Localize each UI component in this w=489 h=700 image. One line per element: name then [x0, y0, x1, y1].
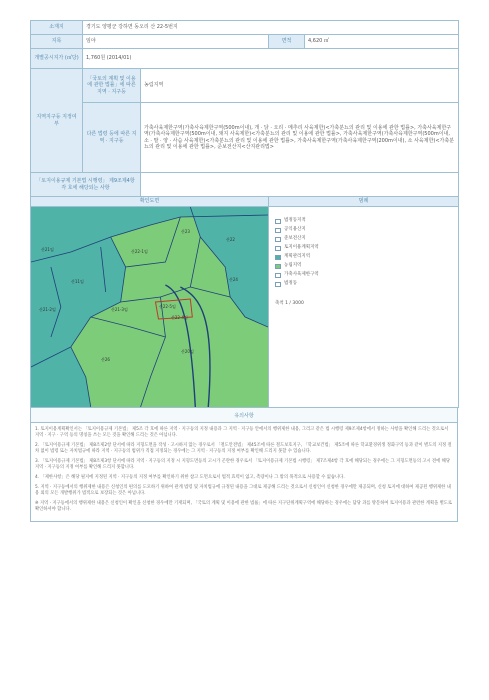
map-label: 산21임: [41, 246, 54, 252]
legend-swatch: [275, 228, 281, 233]
law1-value: 농림지역: [141, 69, 459, 103]
legend-item: 농림지역: [275, 262, 452, 271]
map-label: 산22-5임: [159, 303, 176, 309]
note-item: 3. 「토지이용규제 기본법」 제8조제3항 단서에 따라 지역 · 지구등의 지정 시 지형도면등의 고시가 곤란한 경우로서 「토지이용규제 기본법 시행령」 제7조제4항 각 호에 해당되는 경우에는 그 지형도면등의 고시 전에 해당 지역 · 지구등의 지정 여부를 확인해 드리지 못합니다.: [35, 458, 450, 471]
law2-label: 다른 법령 등에 따른 지역 · 지구등: [83, 103, 141, 173]
note-item: 1. 토지이용계획확인서는 「토지이용규제 기본법」 제5조 각 호에 따른 지역 · 지구등의 지정 내용과 그 지역 · 지구등 안에서의 행위제한 내용, 그리고 같은 법 시행령 제9조제4항에서 정하는 사항을 확인해 드리는 것으로서 지역 · 지구 · 구역 등의 명칭을 쓰는 모든 것을 확인해 드리는 것은 아닙니다.: [35, 426, 449, 439]
note-item: 5. 지역 · 지구등에서의 행위제한 내용은 신청인의 편의를 도모하기 위하여 관계 법령 및 자치법규에 규정된 내용을 그대로 제공해 드리는 것으로서 신청인이 신청한 경우에만 제공되며, 신청 토지에 대하여 제공된 행위제한 내용 외의 모든 개발행위가 법적으로 보장되는 것은 아닙니다.: [35, 484, 451, 497]
note-item: 4. 「제한사항」은 해당 필지에 지정된 지역 · 지구등의 지정 여부를 확인하기 위한 참고 도면으로서 법적 효력이 없고, 측량이나 그 밖의 목적으로 사용할 수 없습니다.: [35, 475, 345, 481]
map-scale: 축척 1 / 3000: [275, 300, 304, 306]
notes-body: [31, 423, 457, 523]
map-label: 산22: [226, 236, 235, 242]
map-title: 확인도면: [31, 197, 269, 207]
legend-item: 법정동지적: [275, 217, 452, 226]
map-label: 산22-4임: [171, 314, 188, 320]
legend-swatch: [275, 237, 281, 242]
legend-swatch: [275, 219, 281, 224]
legend-swatch: [275, 264, 281, 269]
area-value: 4,620 ㎡: [305, 35, 459, 49]
map-label: 산23: [181, 228, 190, 234]
legend-item: 토지이용계획지역: [275, 244, 452, 253]
legend-swatch: [275, 246, 281, 251]
zoning-section-label: 지역지구등 지정여부: [31, 69, 83, 173]
note-item: ※ 지역 · 지구등에서의 행위제한 내용은 신청인이 확인을 신청한 경우에만 기재되며, 「국토의 계획 및 이용에 관한 법률」에 따른 지구단위계획구역에 해당하는 경우에는 담당 과를 방문하여 토지이용과 관련한 계획을 별도로 확인하셔야 합니다.: [35, 500, 453, 513]
note-item: 2. 「토지이용규제 기본법」 제8조제2항 단서에 따라 지형도면을 작성 · 고시하지 않는 경우로서 「철도안전법」 제45조에 따른 철도보호지구, 「학교보건법」 제5조에 따른 학교환경위생 정화구역 등과 같이 별도의 지정 절차 없이 법령 또는 자치법규에 따라 지역 · 지구등의 범위가 직접 지정되는 경우에는 그 지역 · 지구등의 지정 여부를 확인해 드리지 못할 수 있습니다.: [35, 442, 452, 455]
notes-title: 유의사항: [31, 407, 457, 423]
extra-value: [141, 173, 459, 197]
map-area: [31, 206, 269, 407]
legend-item: 법정동: [275, 280, 452, 289]
map-label: 산24: [229, 276, 238, 282]
map-label: 산11임: [71, 278, 84, 284]
law1-label: 「국토의 계획 및 이용에 관한 법률」에 따른 지역 · 지구등: [83, 69, 141, 103]
price-label: 개별공시지가 (㎡당): [31, 49, 83, 69]
legend-panel: [269, 206, 459, 407]
location-label: 소재지: [31, 21, 83, 35]
land-use-plan-certificate: [30, 20, 458, 522]
legend-item: 가축사육제한구역: [275, 271, 452, 280]
legend-title: 범례: [269, 197, 459, 207]
map-label: 산26: [101, 356, 110, 362]
location-value: 경기도 양평군 강하면 동오리 산 22-5번지: [83, 21, 459, 35]
jimok-value: 임야: [83, 35, 269, 49]
jimok-label: 지목: [31, 35, 83, 49]
legend-swatch: [275, 255, 281, 260]
map-label: 산21-2임: [39, 306, 56, 312]
map-label: 산20임: [181, 348, 194, 354]
legend-swatch: [275, 273, 281, 278]
map-label: 산22-1임: [131, 248, 148, 254]
legend-item: 계획관리지역: [275, 253, 452, 262]
price-value: 1,760원 (2014/01): [83, 49, 459, 69]
legend-item: 준보전산지: [275, 235, 452, 244]
info-table: [30, 20, 459, 408]
notes-section: [30, 407, 458, 523]
legend-swatch: [275, 282, 281, 287]
map-label: 산21-3임: [111, 306, 128, 312]
legend-item: 공익용산지: [275, 226, 452, 235]
area-label: 면적: [269, 35, 305, 49]
extra-label: 「토지이용규제 기본법 시행령」 제9조제4항 각 호에 해당되는 사항: [31, 173, 141, 197]
law2-value: 가축사육제한구역(가축사육제한구역(500m이내), 개 · 닭 · 오리 · 메추리 사육제한)<가축분뇨의 관리 및 이용에 관한 법률>, 가축사육제한구역(가축사육제한구역(500m이내, 돼지 사육제한)<가축분뇨의 관리 및 이용에 관한 법률>, 가축사육제한구역(가축사육제한구역(500m이내, 소 · 말 · 양 · 사슴 사육제한)<가축분뇨의 관리 및 이용에 관한 법률>, 가축사육제한구역(가축사육제한구역(200m이내), 소 사육제한)<가축분뇨의 관리 및 이용에 관한 법률>, 준보전산지<산지관리법>: [141, 103, 459, 173]
